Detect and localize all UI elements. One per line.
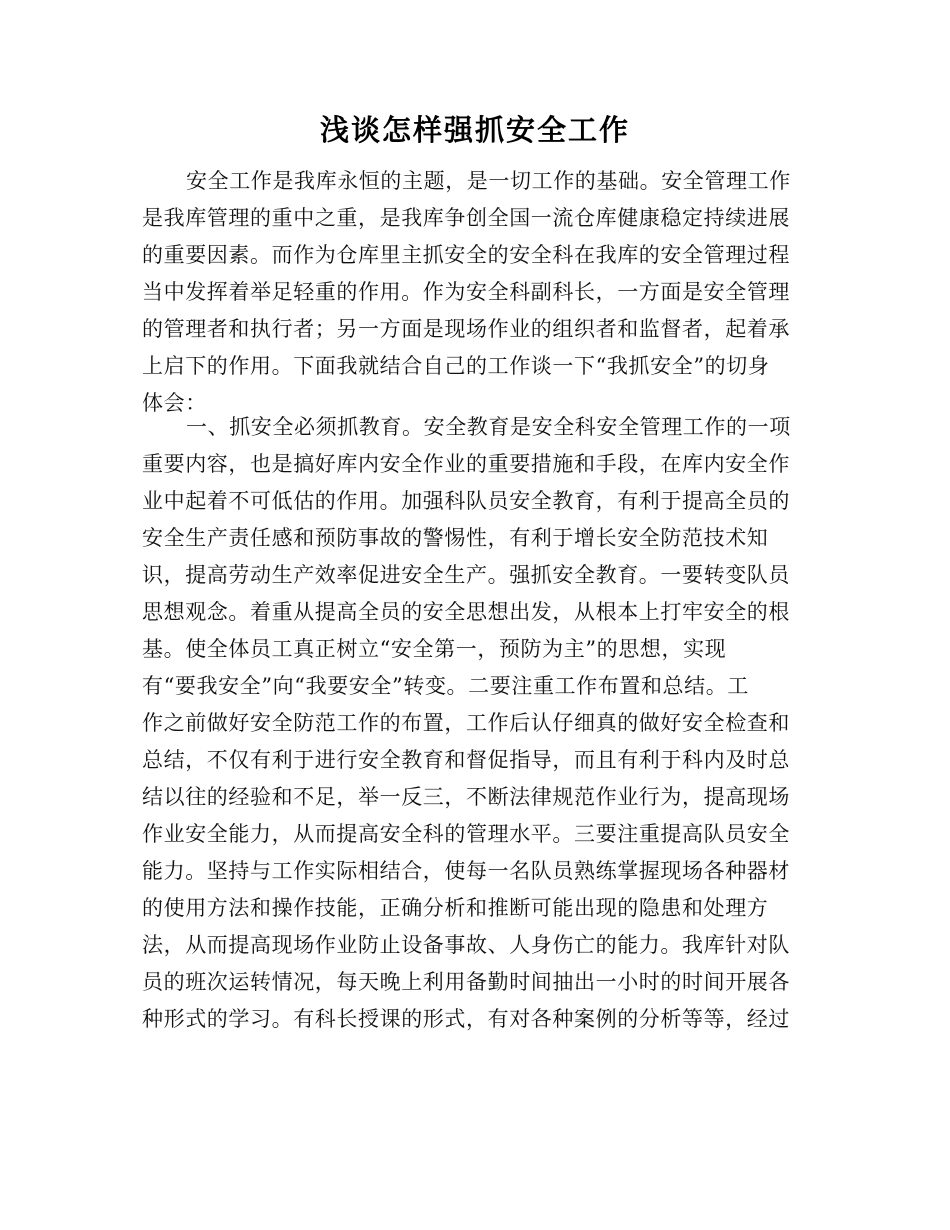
paragraph-line: 作业安全能力，从而提高安全科的管理水平。三要注重提高队员安全 bbox=[142, 822, 790, 846]
paragraph-line: 的使用方法和操作技能，正确分析和推断可能出现的隐患和处理方 bbox=[142, 896, 769, 920]
paragraph-line: 能力。坚持与工作实际相结合，使每一名队员熟练掌握现场各种器材 bbox=[142, 859, 790, 883]
paragraph-line: 种形式的学习。有科长授课的形式，有对各种案例的分析等等，经过 bbox=[142, 1007, 790, 1031]
paragraph-line: 总结，不仅有利于进行安全教育和督促指导，而且有利于科内及时总 bbox=[142, 748, 790, 772]
paragraph-line: 基。使全体员工真正树立“安全第一，预防为主”的思想，实现 bbox=[142, 637, 727, 661]
paragraph-line: 员的班次运转情况，每天晚上利用备勤时间抽出一小时的时间开展各 bbox=[142, 970, 790, 994]
paragraph-line: 体会： bbox=[142, 391, 207, 415]
paragraph-line: 是我库管理的重中之重，是我库争创全国一流仓库健康稳定持续进展 bbox=[142, 206, 790, 230]
paragraph-line: 业中起着不可低估的作用。加强科队员安全教育，有利于提高全员的 bbox=[142, 489, 790, 513]
paragraph-line: 一、抓安全必须抓教育。安全教育是安全科安全管理工作的一项 bbox=[186, 415, 791, 439]
paragraph-line: 的管理者和执行者；另一方面是现场作业的组织者和监督者，起着承 bbox=[142, 317, 790, 341]
paragraph-line: 作之前做好安全防范工作的布置，工作后认仔细真的做好安全检查和 bbox=[142, 711, 790, 735]
paragraph-line: 重要内容，也是搞好库内安全作业的重要措施和手段，在库内安全作 bbox=[142, 452, 790, 476]
paragraph-line: 思想观念。着重从提高全员的安全思想出发，从根本上打牢安全的根 bbox=[142, 600, 790, 624]
paragraph-line: 法，从而提高现场作业防止设备事故、人身伤亡的能力。我库针对队 bbox=[142, 933, 790, 957]
paragraph-line: 有“要我安全”向“我要安全”转变。二要注重工作布置和总结。工 bbox=[142, 674, 749, 698]
paragraph-line: 安全工作是我库永恒的主题，是一切工作的基础。安全管理工作 bbox=[186, 169, 791, 193]
paragraph-line: 识，提高劳动生产效率促进安全生产。强抓安全教育。一要转变队员 bbox=[142, 563, 790, 587]
paragraph-line: 安全生产责任感和预防事故的警惕性，有利于增长安全防范技术知 bbox=[142, 526, 769, 550]
paragraph-line: 的重要因素。而作为仓库里主抓安全的安全科在我库的安全管理过程 bbox=[142, 243, 790, 267]
document-title: 浅谈怎样强抓安全工作 bbox=[319, 113, 630, 147]
paragraph-line: 结以往的经验和不足，举一反三，不断法律规范作业行为，提高现场 bbox=[142, 785, 790, 809]
paragraph-line: 当中发挥着举足轻重的作用。作为安全科副科长，一方面是安全管理 bbox=[142, 280, 790, 304]
paragraph-line: 上启下的作用。下面我就结合自己的工作谈一下“我抓安全”的切身 bbox=[142, 354, 770, 378]
